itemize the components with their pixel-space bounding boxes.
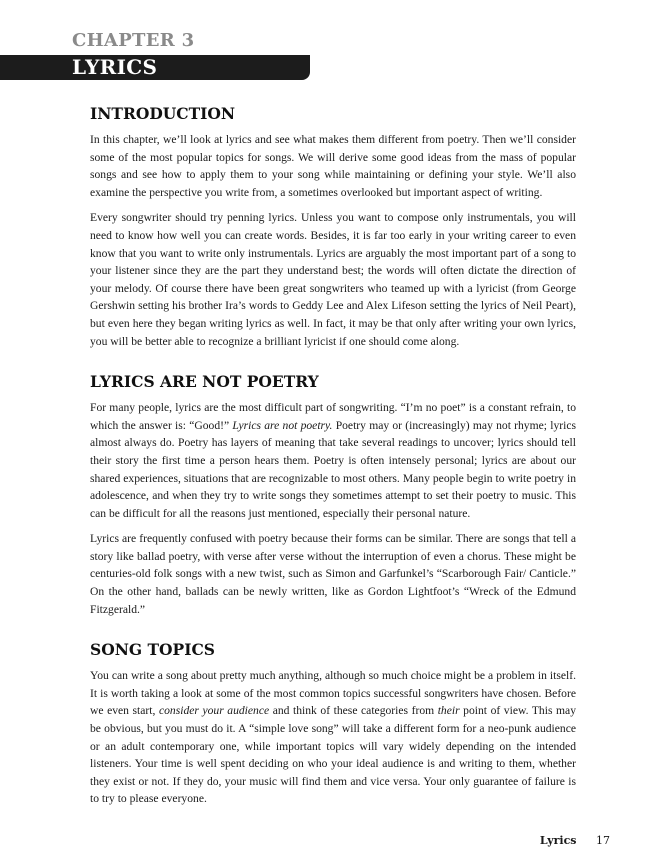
section-heading: INTRODUCTION xyxy=(90,104,236,123)
text-run: Lyrics are frequently confused with poetry because their forms can be similar. There are songs that tell a story like ballad poetry, with verse after verse without the interruption of even a chorus. These might be centuries-old folk songs with a new twist, such as Simon and Garfunkel’s “Scarborough Fair/ Canticle.” On the other hand, ballads can be newly written, like as Gordon Lightfoot’s “Wreck of the Edmund Fitzgerald.” xyxy=(90,532,576,616)
paragraph xyxy=(90,530,576,618)
section-heading: LYRICS ARE NOT POETRY xyxy=(90,372,319,392)
paragraph xyxy=(90,399,576,522)
emphasis-text: Lyrics are not poetry. xyxy=(232,418,333,432)
chapter-title: LYRICS xyxy=(72,55,158,79)
chapter-banner xyxy=(0,55,310,80)
paragraph xyxy=(90,131,576,201)
page-body xyxy=(90,104,576,830)
text-run: and think of these categories from xyxy=(269,704,438,718)
text-run: point of view. This may be obvious, but you must do it. A “simple love song” will take a different form for a neo-punk audience or an adult contemporary one, while important topics will vary widely depending on the intended listeners. Your time is well spent deciding on who your ideal audience is and writing to them, whether they exist or not. If they do, your music will find them and vice versa. Your only guarantee of failure is to try to please everyone. xyxy=(90,704,576,806)
section-lyrics-are-not-poetry xyxy=(90,372,576,618)
text-run: Every songwriter should try penning lyrics. Unless you want to compose only instrumentals, you will need to know how well you can create words. Besides, it is far too early in your writing career to even know that you want to write only instrumentals. Lyrics are arguably the most important part of a song to your listener since they are the part they understand best; the words will often dictate the direction of your melody. Of course there have been great songwriters who teamed up with a lyricist (from George Gershwin setting his brother Ira’s words to Geddy Lee and Alex Lifeson setting the lyrics of Neil Peart), but even here they began writing lyrics as well. In fact, it may be that only after writing your own lyrics, you will be better able to recognize a brilliant lyricist if one should come along. xyxy=(90,211,576,348)
section-introduction xyxy=(90,104,576,350)
section-song-topics xyxy=(90,640,576,808)
chapter-number: CHAPTER 3 xyxy=(72,30,195,51)
text-run: For many people, lyrics are the most difficult part of songwriting. “I’m no poet” is a constant refrain, to which the answer is: “Good!” xyxy=(90,401,576,432)
page-footer xyxy=(540,834,610,847)
running-title: Lyrics xyxy=(539,834,577,847)
emphasis-text: their xyxy=(437,704,460,718)
text-run: In this chapter, we’ll look at lyrics and see what makes them different from poetry. Then we’ll consider some of the most popular topics for songs. We will derive some good ideas from the mass of popular songs and see how to apply them to your song while maintaining or defining your style. We’ll also examine the perspective you write from, a sometimes overlooked but important aspect of writing. xyxy=(90,133,576,199)
paragraph xyxy=(90,667,576,808)
text-run: You can write a song about pretty much anything, although so much choice might be a problem in itself. It is worth taking a look at some of the most common topics successful songwriters have chosen. Before we even start, xyxy=(90,669,576,718)
text-run: Poetry may or (increasingly) may not rhyme; lyrics almost always do. Poetry has layers of meaning that take several readings to uncover; lyrics should tell their story the first time a person hears them. Poetry is often intensely personal; lyrics are about our shared experiences, situations that are recognizable to most others. Many people begin to write poetry in adolescence, and when they try to write songs they sometimes attempt to set their poetry to music. This can be difficult for all the reasons just mentioned, especially their personal nature. xyxy=(90,418,576,520)
page-number: 17 xyxy=(596,834,610,847)
emphasis-text: consider your audience xyxy=(158,704,270,718)
paragraph xyxy=(90,209,576,350)
section-heading: SONG TOPICS xyxy=(90,640,215,660)
